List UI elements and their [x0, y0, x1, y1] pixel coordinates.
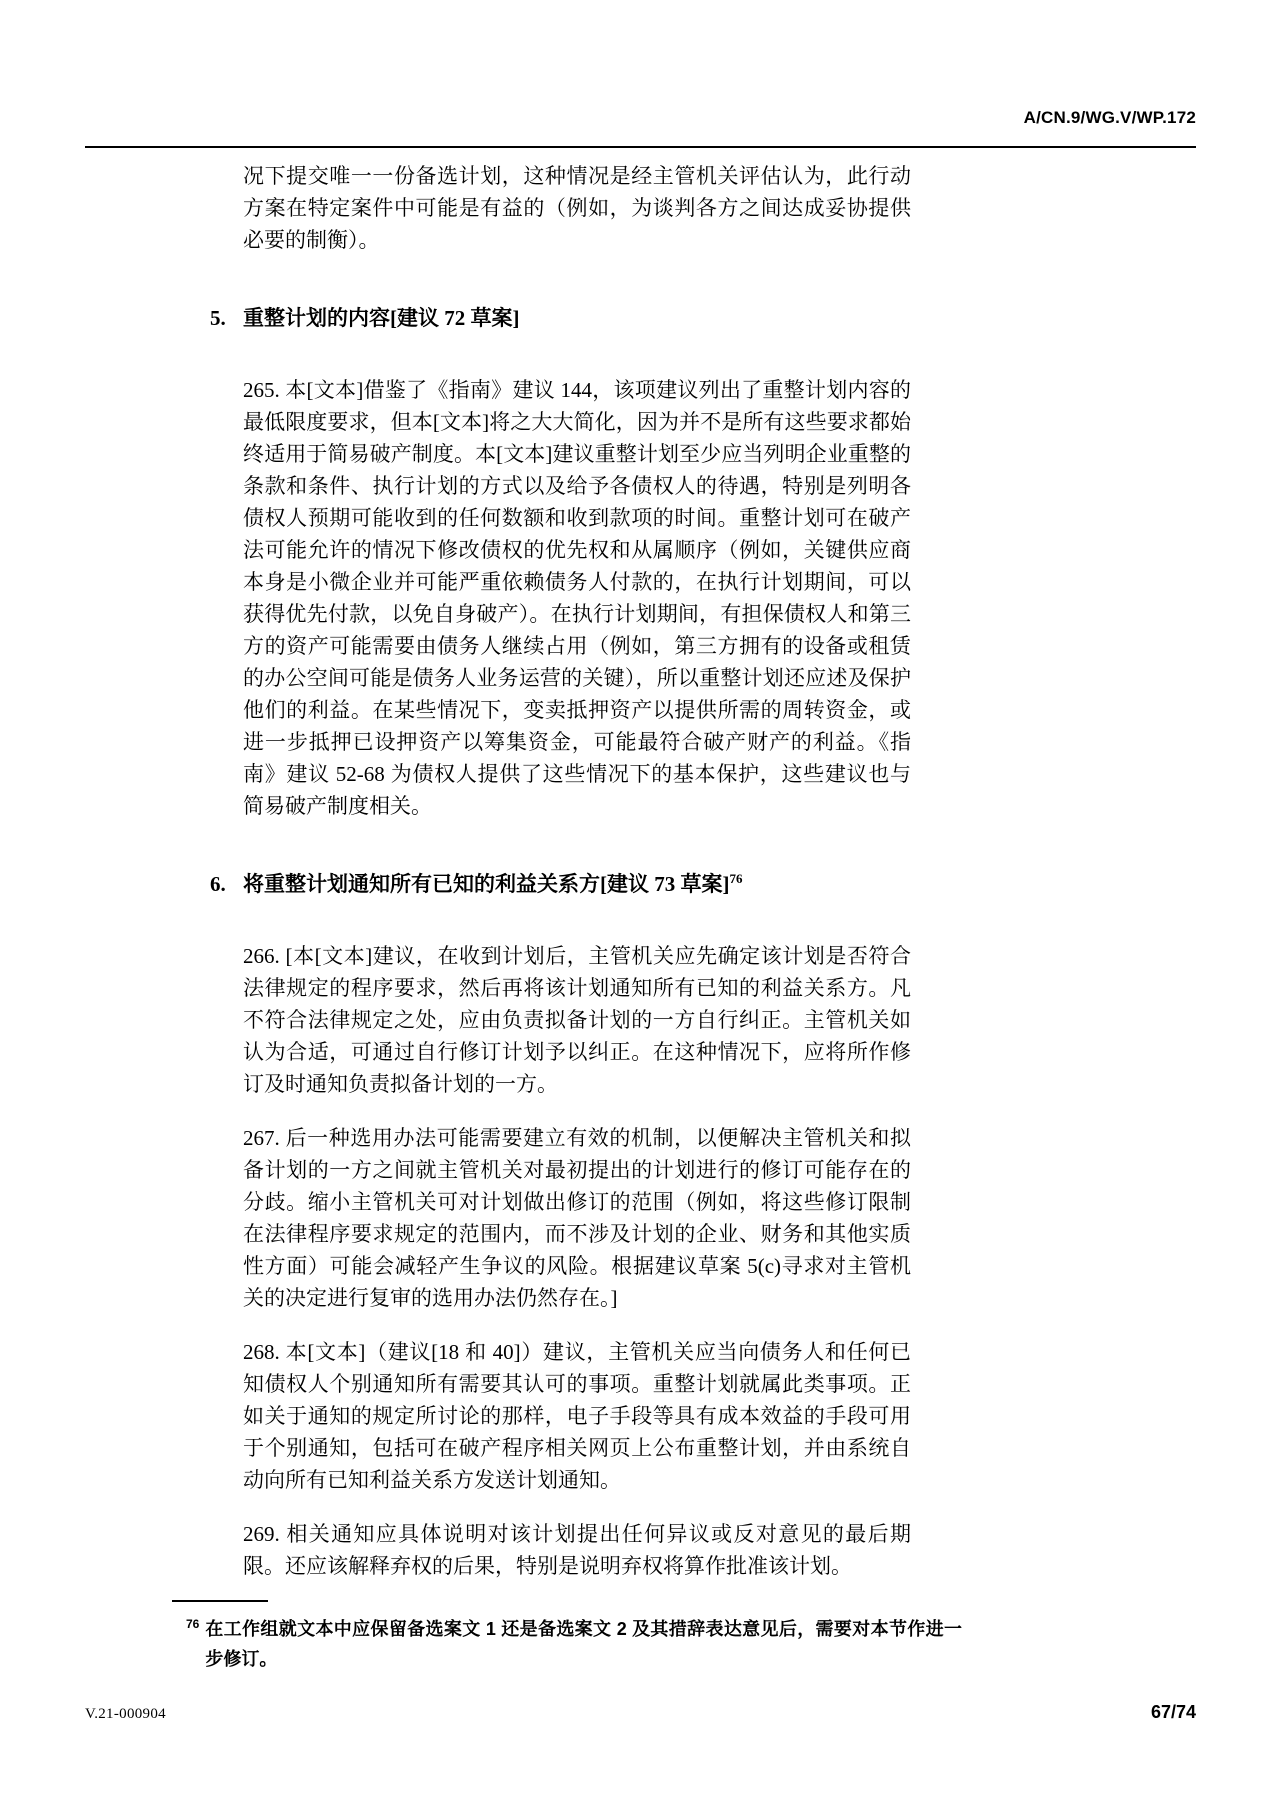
footnote-text: 在工作组就文本中应保留备选案文 1 还是备选案文 2 及其措辞表达意见后，需要对本节作进一步修订。 — [205, 1619, 962, 1669]
paragraph-265: 265. 本[文本]借鉴了《指南》建议 144，该项建议列出了重整计划内容的最低限度要求，但本[文本]将之大大简化，因为并不是所有这些要求都始终适用于简易破产制度。本[文本]建议重整计划至少应当列明企业重整的条款和条件、执行计划的方式以及给予各债权人的待遇，特别是列明各债权人预期可能收到的任何数额和收到款项的时间。重整计划可在破产法可能允许的情况下修改债权的优先权和从属顺序（例如，关键供应商本身是小微企业并可能严重依赖债务人付款的，在执行计划期间，可以获得优先付款，以免自身破产）。在执行计划期间，有担保债权人和第三方的资产可能需要由债务人继续占用（例如，第三方拥有的设备或租赁的办公空间可能是债务人业务运营的关键），所以重整计划还应述及保护他们的利益。在某些情况下，变卖抵押资产以提供所需的周转资金，或进一步抵押已设押资产以筹集资金，可能最符合破产财产的利益。《指南》建议 52-68 为债权人提供了这些情况下的基本保护，这些建议也与简易破产制度相关。 — [243, 378, 911, 818]
section-6-number: 6. — [210, 872, 226, 896]
document-number: V.21-000904 — [85, 1706, 166, 1722]
section-5-number: 5. — [210, 306, 226, 330]
paragraph-268: 268. 本[文本]（建议[18 和 40]）建议，主管机关应当向债务人和任何已知债权人个别通知所有需要其认可的事项。重整计划就属此类事项。正如关于通知的规定所讨论的那样，电子手段等具有成本效益的手段可用于个别通知，包括可在破产程序相关网页上公布重整计划，并由系统自动向所有已知利益关系方发送计划通知。 — [243, 1340, 911, 1492]
footnote-marker: 76 — [186, 1617, 200, 1631]
paragraph-267: 267. 后一种选用办法可能需要建立有效的机制，以便解决主管机关和拟备计划的一方之间就主管机关对最初提出的计划进行的修订可能存在的分歧。缩小主管机关可对计划做出修订的范围（例如，将这些修订限制在法律程序要求规定的范围内，而不涉及计划的企业、财务和其他实质性方面）可能会减轻产生争议的风险。根据建议草案 5(c)寻求对主管机关的决定进行复审的选用办法仍然存在。] — [243, 1126, 911, 1310]
section-6-heading — [210, 868, 911, 900]
paragraph-269: 269. 相关通知应具体说明对该计划提出任何异议或反对意见的最后期限。还应该解释弃权的后果，特别是说明弃权将算作批准该计划。 — [243, 1522, 911, 1578]
page-number: 67/74 — [1150, 1702, 1196, 1722]
paragraph-266: 266. [本[文本]建议，在收到计划后，主管机关应先确定该计划是否符合法律规定的程序要求，然后再将该计划通知所有已知的利益关系方。凡不符合法律规定之处，应由负责拟备计划的一方自行纠正。主管机关如认为合适，可通过自行修订计划予以纠正。在这种情况下，应将所作修订及时通知负责拟备计划的一方。 — [243, 944, 911, 1096]
section-5-heading — [210, 302, 911, 334]
header-rule — [85, 146, 1196, 148]
footnote-separator-rule — [172, 1600, 268, 1602]
section-6-title: 将重整计划通知所有已知的利益关系方[建议 73 草案] — [243, 872, 730, 896]
footnote-reference-76: 76 — [729, 871, 743, 886]
page-body — [210, 160, 911, 1604]
footnote-area — [172, 1600, 962, 1674]
document-symbol: A/CN.9/WG.V/WP.172 — [1023, 108, 1196, 127]
section-5-title: 重整计划的内容[建议 72 草案] — [243, 306, 520, 330]
paragraph-continuation: 况下提交唯一一份备选计划，这种情况是经主管机关评估认为，此行动方案在特定案件中可能是有益的（例如，为谈判各方之间达成妥协提供必要的制衡）。 — [243, 164, 911, 252]
footnote-76 — [172, 1614, 962, 1674]
